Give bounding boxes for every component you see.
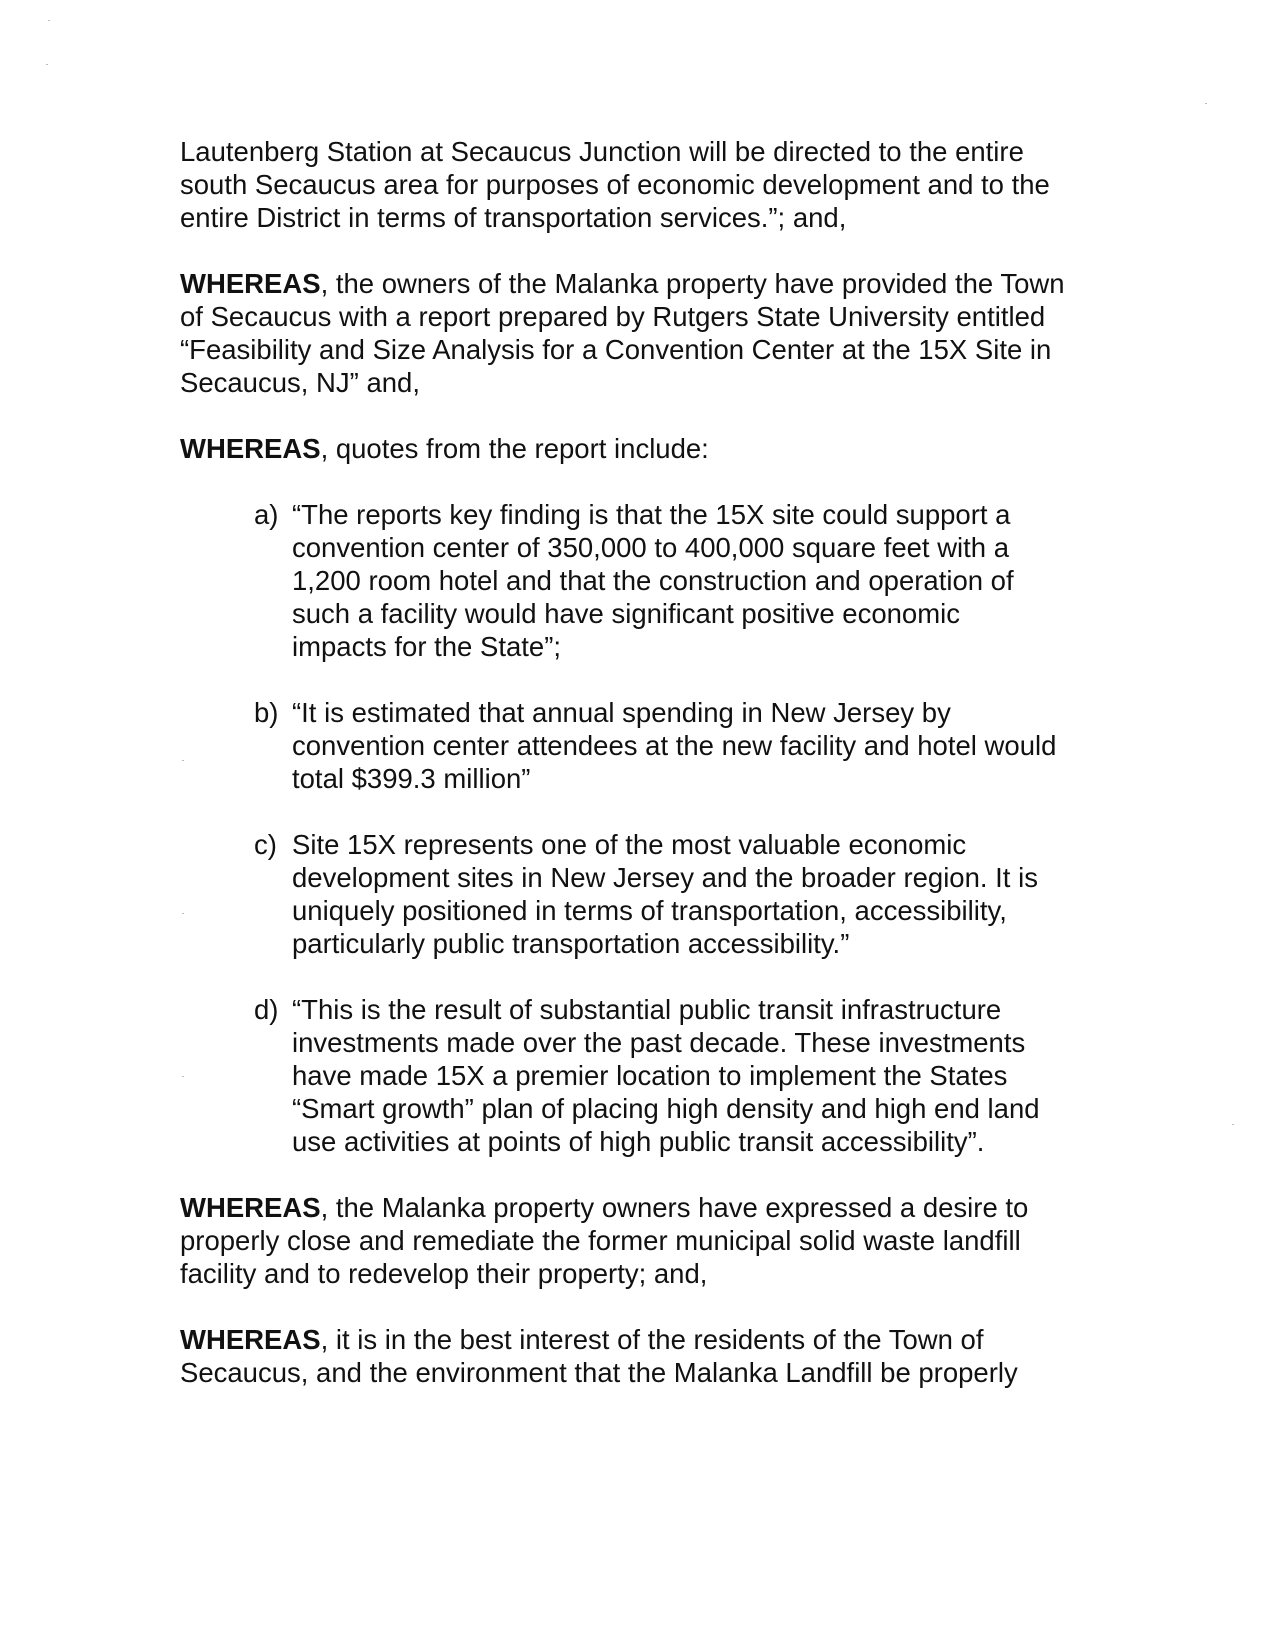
document-body <box>180 135 1080 1422</box>
scan-speck <box>46 64 48 65</box>
paragraph-text: , the owners of the Malanka property have provided the Town of Secaucus with a report prepared by Rutgers State University entitled “Feasibility and Size Analysis for a Convention Center at the 15X Site in Secaucus, NJ” and, <box>180 268 1065 398</box>
whereas-paragraph <box>180 267 1080 399</box>
list-marker: c) <box>254 829 277 860</box>
scan-speck <box>48 20 50 21</box>
list-item <box>254 498 1080 663</box>
list-marker: b) <box>254 697 279 728</box>
list-item-text: “This is the result of substantial public transit infrastructure investments made over the past decade. These investments have made 15X a premier location to implement the States “Smart growth” plan of placing high density and high end land use activities at points of high public transit accessibility”. <box>292 994 1040 1157</box>
paragraph-text: Lautenberg Station at Secaucus Junction will be directed to the entire south Secaucus area for purposes of economic development and to the entire District in terms of transportation services.”; and, <box>180 136 1050 233</box>
list-item <box>254 696 1080 795</box>
whereas-paragraph <box>180 1191 1080 1290</box>
scan-speck <box>1232 1124 1234 1125</box>
list-item-text: Site 15X represents one of the most valuable economic development sites in New Jersey and the broader region. It is uniquely positioned in terms of transportation, accessibility, particularly public transportation accessibility.” <box>292 829 1038 959</box>
list-item-text: “The reports key finding is that the 15X site could support a convention center of 350,000 to 400,000 square feet with a 1,200 room hotel and that the construction and operation of such a facility would have significant positive economic impacts for the State”; <box>292 499 1014 662</box>
whereas-paragraph <box>180 432 1080 465</box>
whereas-keyword: WHEREAS <box>180 1192 321 1223</box>
paragraph-text: , quotes from the report include: <box>320 433 709 464</box>
whereas-keyword: WHEREAS <box>180 268 321 299</box>
list-marker: d) <box>254 994 279 1025</box>
list-item <box>254 993 1080 1158</box>
list-marker: a) <box>254 499 279 530</box>
whereas-paragraph <box>180 1323 1080 1389</box>
whereas-keyword: WHEREAS <box>180 433 321 464</box>
scan-speck <box>1205 103 1207 104</box>
quotes-list <box>180 498 1080 1158</box>
paragraph-continuation <box>180 135 1080 234</box>
list-item <box>254 828 1080 960</box>
paragraph-text: , the Malanka property owners have expressed a desire to properly close and remediate the former municipal solid waste landfill facility and to redevelop their property; and, <box>180 1192 1029 1289</box>
list-item-text: “It is estimated that annual spending in New Jersey by convention center attendees at the new facility and hotel would total $399.3 million” <box>292 697 1057 794</box>
whereas-keyword: WHEREAS <box>180 1324 321 1355</box>
paragraph-text: , it is in the best interest of the residents of the Town of Secaucus, and the environment that the Malanka Landfill be properly <box>180 1324 1018 1388</box>
